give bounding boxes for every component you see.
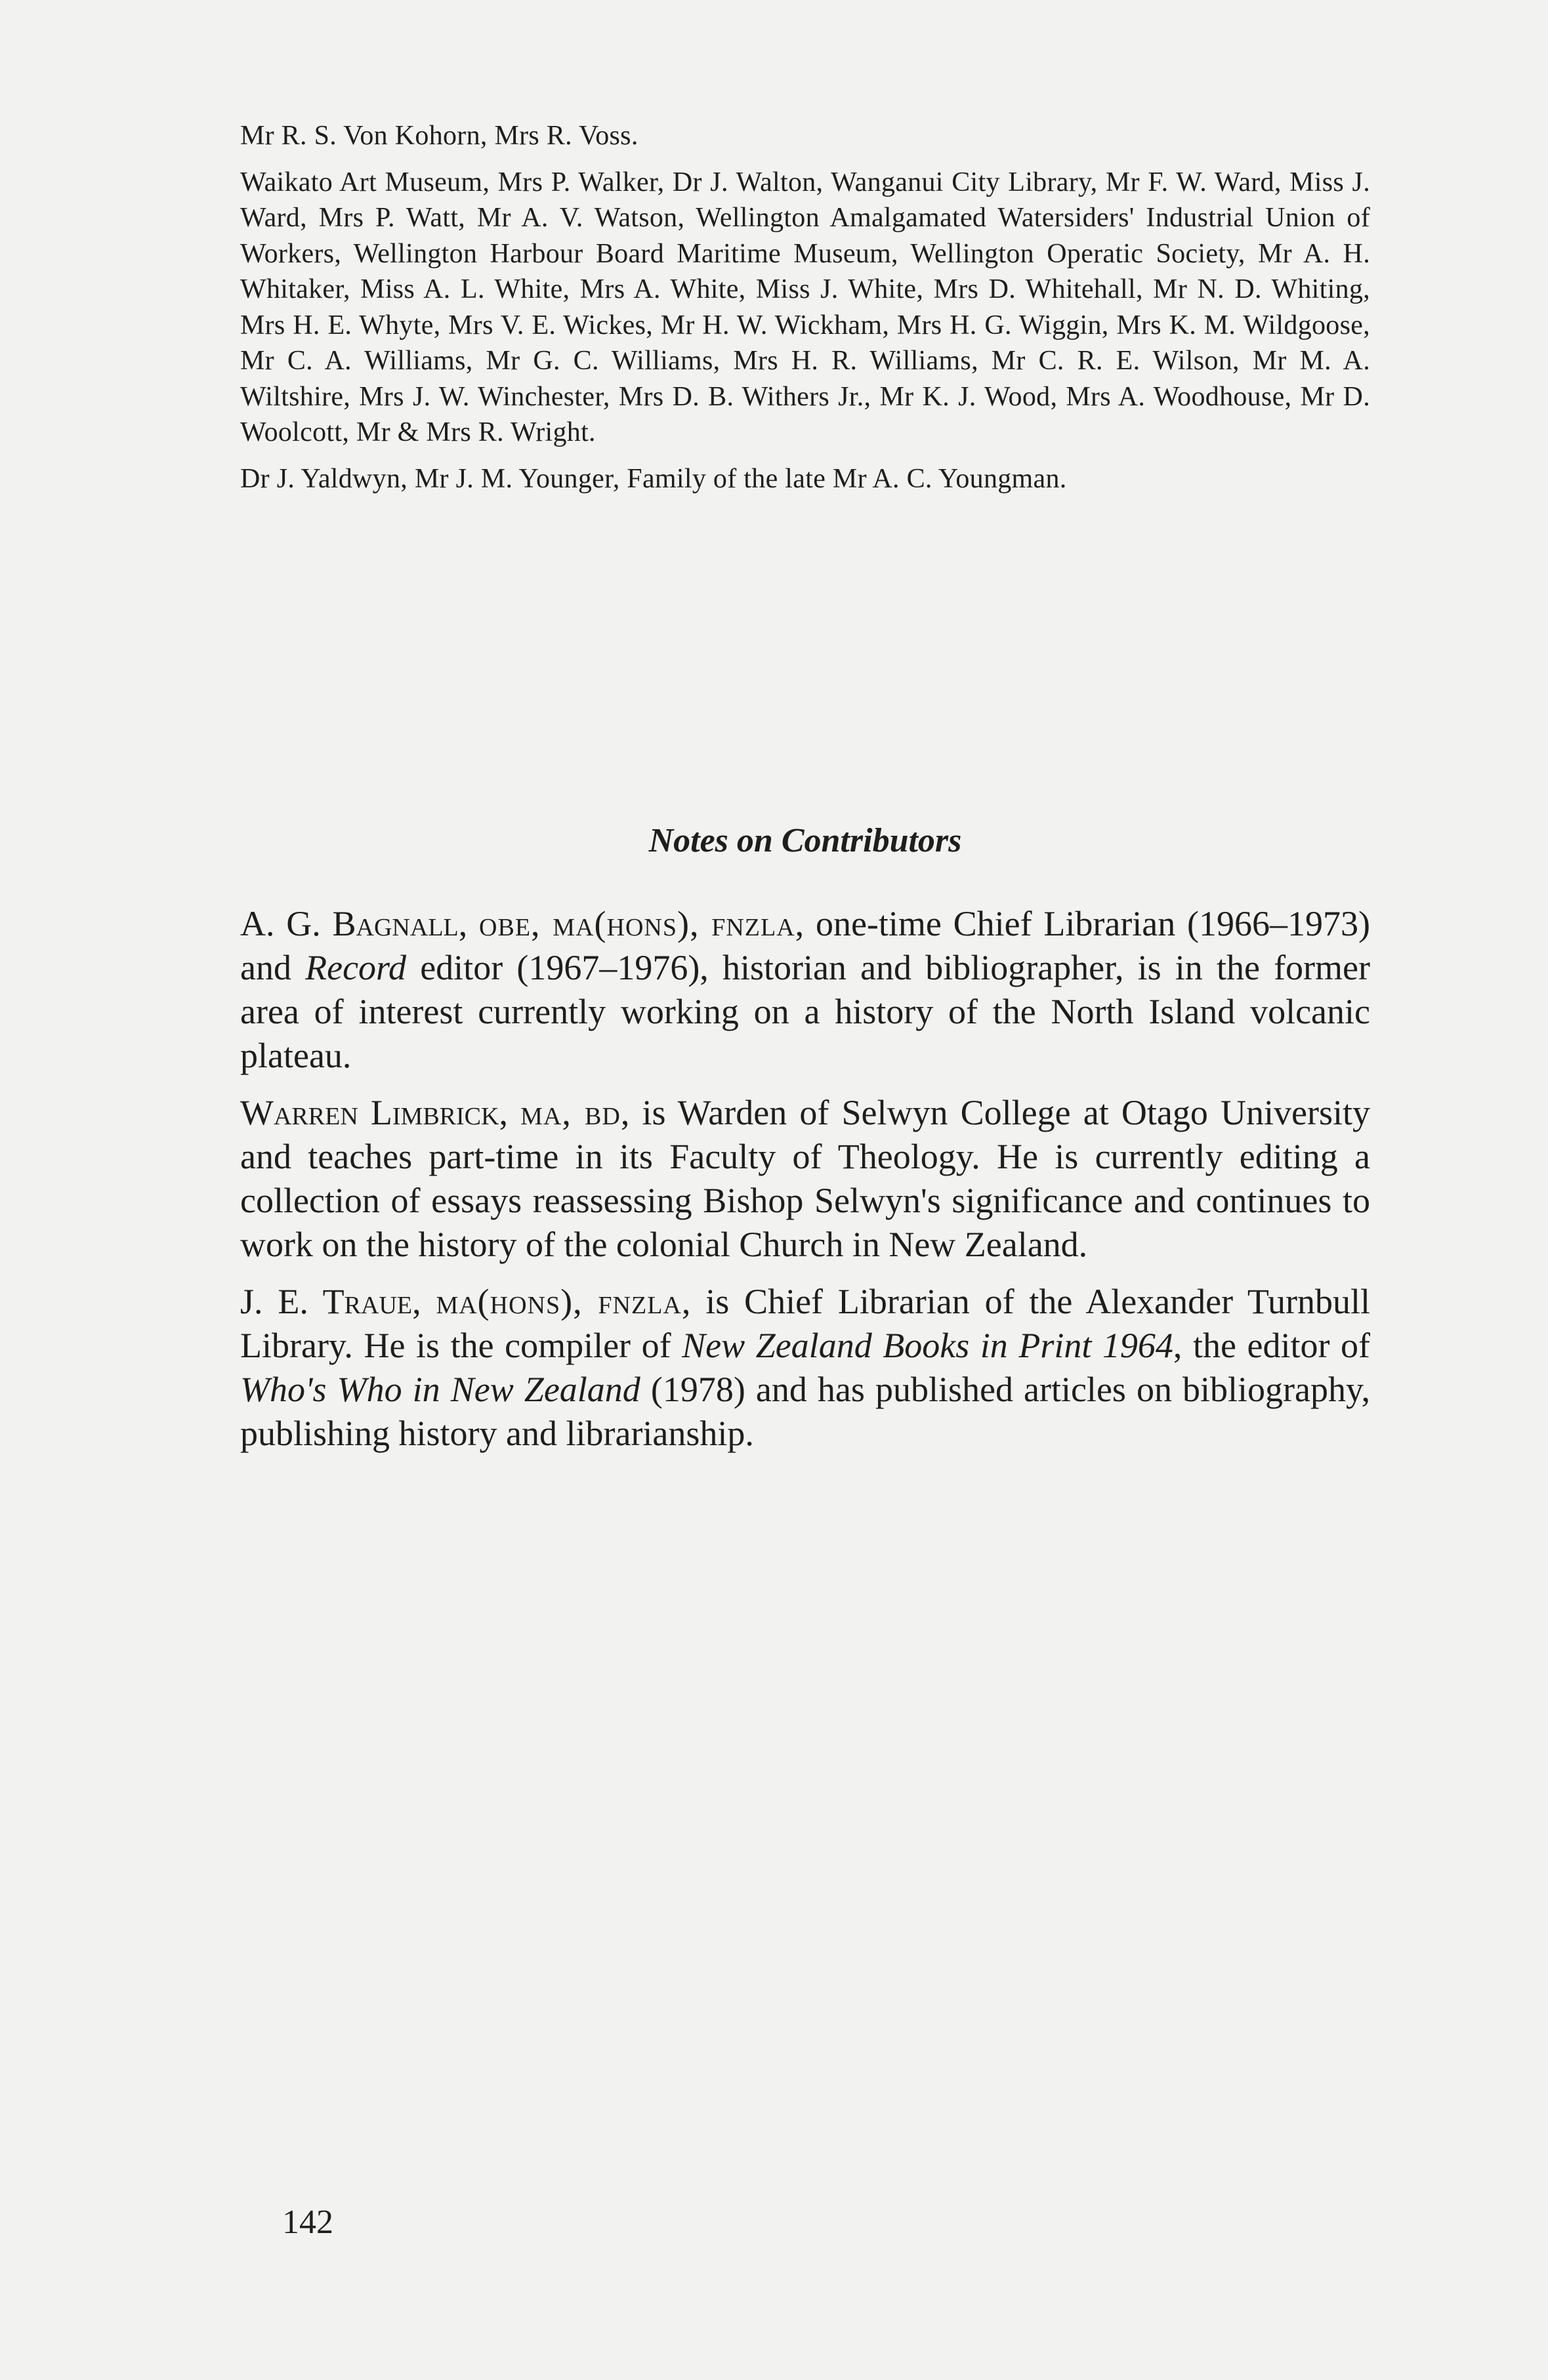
- contributor-bio: is Chief Librarian of the Alexander Turnbull Library. He is the compiler of: [240, 1282, 1371, 1365]
- contributor-entry: Warren Limbrick, ma, bd, is Warden of Selwyn College at Otago University and teaches part-time in its Faculty of Theology. He is currently editing a collection of essays reassessing Bishop Selwyn's significance and continues to work on the history of the colonial Church in New Zealand.: [240, 1093, 1370, 1264]
- contributor-entry: J. E. Traue, ma(hons), fnzla, is Chief Librarian of the Alexander Turnbull Library. He is the compiler of New Zealand Books in Print 1964, the editor of Who's Who in New Zealand (1978) and has published articles on bibliography, publishing history and librarianship.: [240, 1282, 1371, 1453]
- contributor-qualifications: ma, bd: [520, 1093, 621, 1132]
- contributor-bio: (1978) and has published articles on bibliography, publishing history and librarianship.: [240, 1370, 1370, 1453]
- acknowledgement-paragraph: Dr J. Yaldwyn, Mr J. M. Younger, Family of the late Mr A. C. Youngman.: [240, 463, 1067, 494]
- acknowledgement-paragraph: Waikato Art Museum, Mrs P. Walker, Dr J. Walton, Wanganui City Library, Mr F. W. Ward, Miss J. Ward, Mrs P. Watt, Mr A. V. Watson, Wellington Amalgamated Watersiders' Industrial Union of Workers, Wellington Harbour Board Maritime Museum, Wellington Operatic Society, Mr A. H. Whitaker, Miss A. L. White, Mrs A. White, Miss J. White, Mrs D. Whitehall, Mr N. D. Whiting, Mrs H. E. Whyte, Mrs V. E. Wickes, Mr H. W. Wickham, Mrs H. G. Wiggin, Mrs K. M. Wildgoose, Mr C. A. Williams, Mr G. C. Williams, Mrs H. R. Williams, Mr C. R. E. Wilson, Mr M. A. Wiltshire, Mrs J. W. Winchester, Mrs D. B. Withers Jr., Mr K. J. Wood, Mrs A. Woodhouse, Mr D. Woolcott, Mr & Mrs R. Wright.: [240, 167, 1370, 447]
- contributor-notes: [240, 902, 1370, 1456]
- contributor-bio: one-time Chief Librarian (1966–1973) and: [240, 904, 1371, 987]
- contributor-name: Warren Limbrick: [240, 1093, 499, 1132]
- publication-title: Who's Who in New Zealand: [240, 1370, 640, 1409]
- contributor-qualifications: ma(hons), fnzla: [436, 1282, 682, 1321]
- page-number: 142: [282, 2204, 333, 2241]
- contributor-qualifications: obe, ma(hons), fnzla: [479, 904, 795, 943]
- contributor-entry: A. G. Bagnall, obe, ma(hons), fnzla, one-time Chief Librarian (1966–1973) and Record editor (1967–1976), historian and bibliographer, is in the former area of interest currently working on a history of the North Island volcanic plateau.: [240, 904, 1371, 1075]
- publication-title: New Zealand Books in Print 1964: [682, 1326, 1173, 1365]
- acknowledgements-list: [240, 118, 1370, 497]
- contributor-bio: editor (1967–1976), historian and bibliographer, is in the former area of interest currently working on a history of the North Island volcanic plateau.: [240, 948, 1370, 1075]
- contributor-name: J. E. Traue: [240, 1282, 413, 1321]
- publication-title: Record: [305, 948, 407, 987]
- page-body: [240, 118, 1370, 1469]
- acknowledgement-paragraph: Mr R. S. Von Kohorn, Mrs R. Voss.: [240, 121, 638, 151]
- section-title: Notes on Contributors: [648, 822, 962, 859]
- contributor-bio: is Warden of Selwyn College at Otago University and teaches part-time in its Faculty of Theology. He is currently editing a collection of essays reassessing Bishop Selwyn's significance and continues to work on the history of the colonial Church in New Zealand.: [240, 1093, 1370, 1264]
- contributor-bio: , the editor of: [1173, 1326, 1370, 1365]
- contributor-name: A. G. Bagnall: [240, 904, 459, 943]
